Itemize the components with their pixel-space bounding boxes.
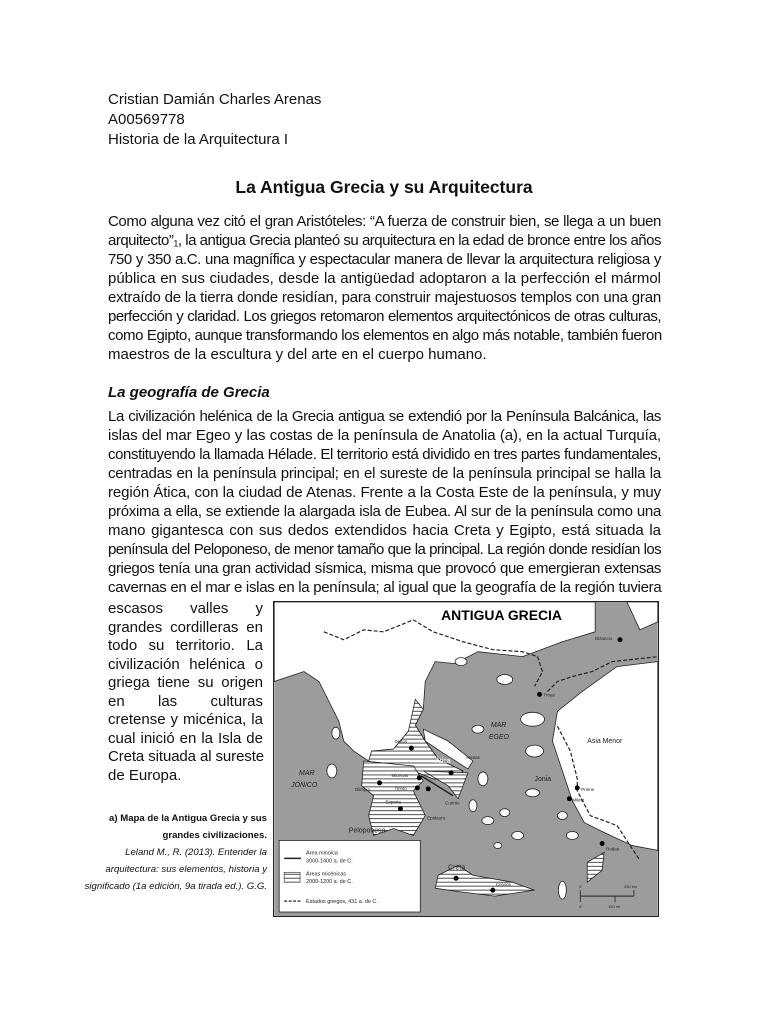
- map-label-priene: Priene: [581, 786, 595, 792]
- map-label-peloponeso: Peloponeso: [348, 827, 386, 835]
- scale-zero: 0: [579, 884, 582, 890]
- map-label-asia-menor: Asia Menor: [587, 738, 623, 746]
- legend-mycenaean-dates: 2000-1200 a. de C.: [306, 879, 353, 886]
- map-label-mar-jonico: JÓNICO: [291, 781, 318, 789]
- text-line: en las culturas: [108, 692, 263, 710]
- map-label-olimpia: Olimpia: [354, 786, 370, 792]
- text-line: arquitecto”₁, la antigua Grecia planteó su arquitectura en la edad de bronce entre los años: [108, 232, 661, 249]
- text-line: civilización helénica o: [108, 655, 263, 673]
- document-title: La Antigua Grecia y su Arquitectura: [235, 177, 533, 197]
- caption-reference: significado (1a edición, 9a tirada ed.). G.G.: [84, 881, 267, 892]
- text-line: griegos tenía una gran actividad sísmica, misma que provocó que emergieran extensas: [108, 560, 661, 577]
- map-label-troya: Troya: [543, 692, 555, 698]
- scale-km: 250 km: [623, 884, 638, 890]
- text-line: grandes cordilleras en: [108, 618, 263, 636]
- text-line: islas del mar Egeo y las costas de la península de Anatolia (a), en la actual Turquía,: [108, 427, 661, 444]
- text-line: mano gigantesca con sus dedos extendidos hacia Creta y Egipto, está situada la: [108, 522, 661, 539]
- author-name: Cristian Damián Charles Arenas: [108, 91, 322, 108]
- map-label-atica: Ática: [435, 757, 451, 765]
- map-label-rodas: Rodas: [606, 846, 620, 852]
- course-name: Historia de la Arquitectura I: [108, 131, 289, 148]
- text-line: región Ática, con la ciudad de Atenas. Frente a la Costa Este de la península, y muy: [108, 484, 661, 501]
- map-label-atenas: Atenas: [466, 755, 480, 760]
- text-line: 750 y 350 a.C. una magnífica y espectacular manera de llevar la arquitectura religiosa y: [108, 251, 661, 268]
- text-line: constituyendo la llamada Hélade. El territorio está dividido en tres partes fundamentales,: [108, 446, 661, 463]
- text-line: todo su territorio. La: [108, 637, 263, 654]
- text-line: cual inició en la Isla de: [108, 729, 263, 747]
- map-label-mar-egeo: EGEO: [488, 734, 509, 742]
- text-line: Creta situada al sureste: [108, 748, 265, 765]
- legend-minoan-dates: 3000-1400 a. de C.: [306, 858, 353, 865]
- map-label-tirinto: Tirinto: [394, 785, 407, 791]
- text-line: península del Peloponeso, de menor tamaño que la principal. La región donde residían los: [108, 541, 661, 558]
- map-label-cnosos: Cnosos: [495, 882, 511, 888]
- text-line: griega tiene su origen: [108, 674, 263, 691]
- caption-title: a) Mapa de la Antigua Grecia y sus: [109, 813, 267, 824]
- map-label-corinto: Corinto: [445, 800, 460, 806]
- map-label-micenas: Micenas: [391, 772, 409, 778]
- map-label-epidauro: Epidauro: [427, 815, 446, 821]
- legend-greek-states: Estados griegos, 431 a. de C.: [306, 899, 378, 906]
- map-caption: [37, 810, 267, 895]
- text-line: como Egipto, aunque transformando los elementos en algo más notable, también fueron: [108, 327, 662, 344]
- caption-title: grandes civilizaciones.: [162, 830, 267, 841]
- text-line: pública en sus ciudades, desde la antigüedad adoptaron a la perfección el mármol: [108, 270, 661, 287]
- map-label-mar-egeo: MAR: [490, 722, 507, 730]
- map-title: ANTIGUA GRECIA: [441, 606, 562, 623]
- geography-paragraph: [108, 407, 661, 597]
- map-label-creta: Creta: [448, 864, 466, 872]
- map-legend: [279, 840, 420, 912]
- legend-minoan: Área minoica: [306, 850, 338, 857]
- text-line: cretense y micénica, la: [108, 711, 263, 728]
- text-line: escasos valles y: [108, 600, 263, 617]
- student-id: A00569778: [108, 111, 185, 128]
- map-label-jonia: Jonia: [534, 775, 552, 783]
- text-line: cavernas en el mar e islas en la península; al igual que la geografía de la región tuviera: [108, 579, 662, 596]
- map-of-ancient-greece: [273, 601, 659, 917]
- section-heading: La geografía de Grecia: [108, 384, 270, 401]
- text-line: de Europa.: [108, 766, 182, 784]
- text-line: Como alguna vez citó el gran Aristóteles: “A fuerza de construir bien, se llega a un buen: [108, 213, 661, 230]
- text-line: maestros de la escultura y del arte en el cuerpo humano.: [108, 346, 487, 363]
- map-label-delfos: Delfos: [394, 739, 408, 745]
- geography-paragraph-continued: [108, 600, 263, 785]
- map-label-mileto: Mileto: [572, 797, 585, 803]
- caption-reference: arquitectura: sus elementos, historia y: [105, 864, 267, 875]
- legend-mycenaean: Áreas micénicas: [306, 871, 347, 878]
- map-label-esparta: Esparta: [385, 799, 401, 805]
- text-line: próxima a ella, se extiende la alargada isla de Eubea. Al sur de la península como una: [108, 503, 661, 520]
- text-line: extraído de la tierra donde residían, para construir majestuosos templos con una gran: [108, 289, 661, 306]
- text-line: La civilización helénica de la Grecia antigua se extendió por la Península Balcánica, las: [108, 408, 661, 425]
- map-label-bizancio: Bizancio: [595, 635, 613, 641]
- map-label-mar-jonico: MAR: [299, 769, 315, 777]
- text-line: centradas en la península principal; en el sureste de la península principal se halla la: [108, 465, 661, 482]
- scale-zero: 0: [579, 904, 582, 910]
- text-line: perfección y claridad. Los griegos retomaron elementos arquitectónicos de otras culturas,: [108, 308, 661, 325]
- caption-reference: Leland M., R. (2013). Entender la: [125, 847, 267, 858]
- scale-mi: 150 mi: [608, 904, 621, 910]
- intro-paragraph: [108, 212, 661, 364]
